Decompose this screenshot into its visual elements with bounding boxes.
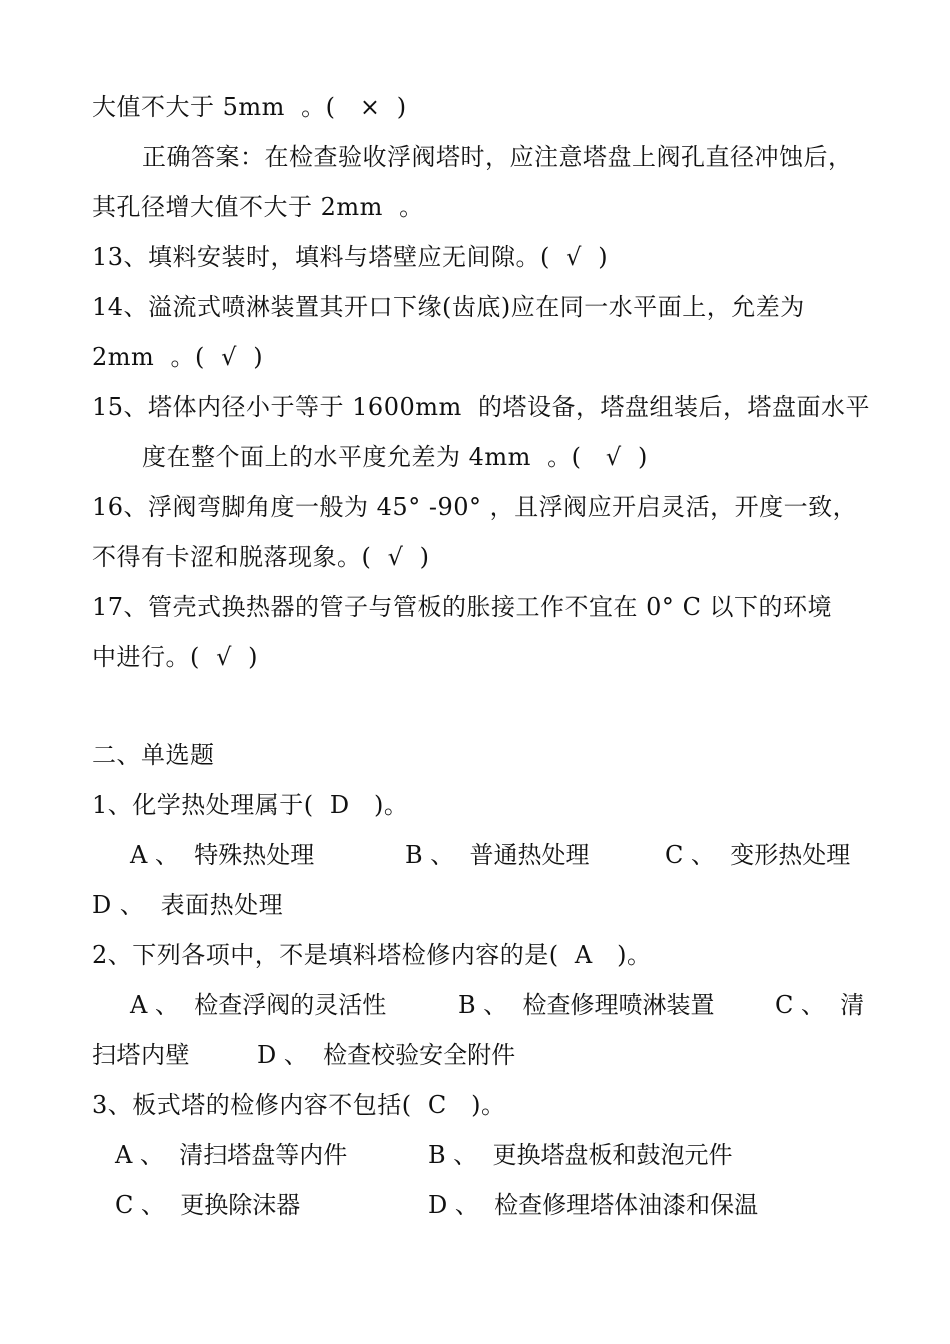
question-1-option-d: D 、 表面热处理 [92,891,284,919]
text-line: 2mm 。( √ ) [92,343,264,371]
question-3-option-c: C 、 更换除沫器 [115,1191,301,1219]
question-3-option-d: D 、 检查修理塔体油漆和保温 [428,1191,759,1219]
question-2-option-c-continued: 扫塔内壁 [92,1041,190,1069]
question-3: 3、板式塔的检修内容不包括( C )。 [92,1091,506,1119]
text-line: 大值不大于 5mm 。( × ) [92,93,407,121]
question-2-option-a: A 、 检查浮阀的灵活性 [130,991,387,1019]
question-2-option-b: B 、 检查修理喷淋装置 [458,991,715,1019]
text-line: 度在整个面上的水平度允差为 4mm 。( √ ) [142,443,648,471]
section-heading: 二、单选题 [92,741,215,769]
question-1-option-b: B 、 普通热处理 [405,841,590,869]
text-line: 17、管壳式换热器的管子与管板的胀接工作不宜在 0° C 以下的环境 [92,593,833,621]
text-line: 13、填料安装时，填料与塔壁应无间隙。( √ ) [92,243,609,271]
text-line: 15、塔体内径小于等于 1600mm 的塔设备，塔盘组装后，塔盘面水平 [92,393,871,421]
text-line: 正确答案：在检查验收浮阀塔时，应注意塔盘上阀孔直径冲蚀后， [142,143,853,171]
question-3-option-a: A 、 清扫塔盘等内件 [115,1141,348,1169]
question-1-option-c: C 、 变形热处理 [665,841,851,869]
text-line: 16、浮阀弯脚角度一般为 45° -90° ，且浮阀应开启灵活，开度一致， [92,493,858,521]
text-line: 中进行。( √ ) [92,643,259,671]
question-1-option-a: A 、 特殊热处理 [130,841,315,869]
text-line: 其孔径增大值不大于 2mm 。 [92,193,424,221]
question-1: 1、化学热处理属于( D )。 [92,791,409,819]
question-3-option-b: B 、 更换塔盘板和鼓泡元件 [428,1141,733,1169]
question-2-option-c: C 、 清 [775,991,865,1019]
text-line: 14、溢流式喷淋装置其开口下缘(齿底)应在同一水平面上，允差为 [92,293,805,321]
text-line: 不得有卡涩和脱落现象。( √ ) [92,543,430,571]
question-2-option-d: D 、 检查校验安全附件 [257,1041,516,1069]
question-2: 2、下列各项中，不是填料塔检修内容的是( A )。 [92,941,652,969]
